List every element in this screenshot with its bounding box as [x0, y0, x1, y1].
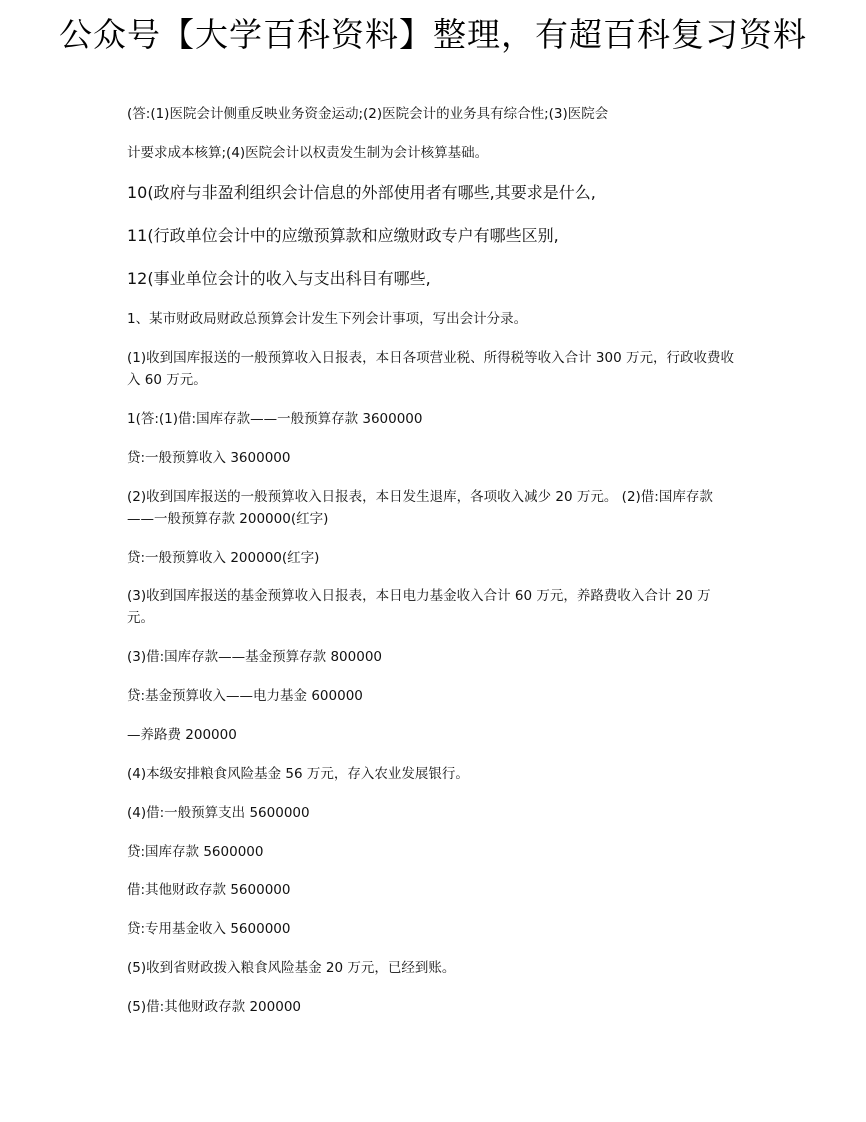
- entry-4-credit: 贷:国库存款 5600000: [127, 844, 264, 860]
- entry-3-credit-1: 贷:基金预算收入——电力基金 600000: [127, 688, 363, 704]
- event-2: (2)收到国库报送的一般预算收入日报表，本日发生退库，各项收入减少 20 万元。 (2)借:国库存款——一般预算存款 200000(红字): [127, 489, 713, 527]
- page-header-title: 公众号【大学百科资料】整理，有超百科复习资料: [59, 15, 807, 54]
- exercise-intro: 1、某市财政局财政总预算会计发生下列会计事项，写出会计分录。: [127, 311, 528, 327]
- entry-4-debit: (4)借:一般预算支出 5600000: [127, 805, 310, 821]
- question-10: 10(政府与非盈利组织会计信息的外部使用者有哪些,其要求是什么,: [127, 183, 596, 202]
- entry-5-debit: (5)借:其他财政存款 200000: [127, 999, 301, 1015]
- question-12: 12(事业单位会计的收入与支出科目有哪些,: [127, 269, 431, 288]
- event-5: (5)收到省财政拨入粮食风险基金 20 万元，已经到账。: [127, 960, 456, 976]
- entry-3-credit-2: —养路费 200000: [127, 727, 237, 743]
- answer-line-2: 计要求成本核算;(4)医院会计以权责发生制为会计核算基础。: [127, 145, 489, 161]
- event-4: (4)本级安排粮食风险基金 56 万元，存入农业发展银行。: [127, 766, 469, 782]
- question-11: 11(行政单位会计中的应缴预算款和应缴财政专户有哪些区别,: [127, 226, 559, 245]
- answer-line-1: (答:(1)医院会计侧重反映业务资金运动;(2)医院会计的业务具有综合性;(3)医院会: [127, 106, 609, 122]
- event-3: (3)收到国库报送的基金预算收入日报表，本日电力基金收入合计 60 万元，养路费收入合计 20 万元。: [127, 588, 711, 626]
- event-1: (1)收到国库报送的一般预算收入日报表，本日各项营业税、所得税等收入合计 300 万元，行政收费收入 60 万元。: [127, 350, 734, 388]
- entry-1-credit: 贷:一般预算收入 3600000: [127, 450, 291, 466]
- entry-4b-debit: 借:其他财政存款 5600000: [127, 882, 291, 898]
- entry-4b-credit: 贷:专用基金收入 5600000: [127, 921, 291, 937]
- entry-3-debit: (3)借:国库存款——基金预算存款 800000: [127, 649, 382, 665]
- entry-1-debit: 1(答:(1)借:国库存款——一般预算存款 3600000: [127, 411, 423, 427]
- entry-2-credit: 贷:一般预算收入 200000(红字): [127, 550, 320, 566]
